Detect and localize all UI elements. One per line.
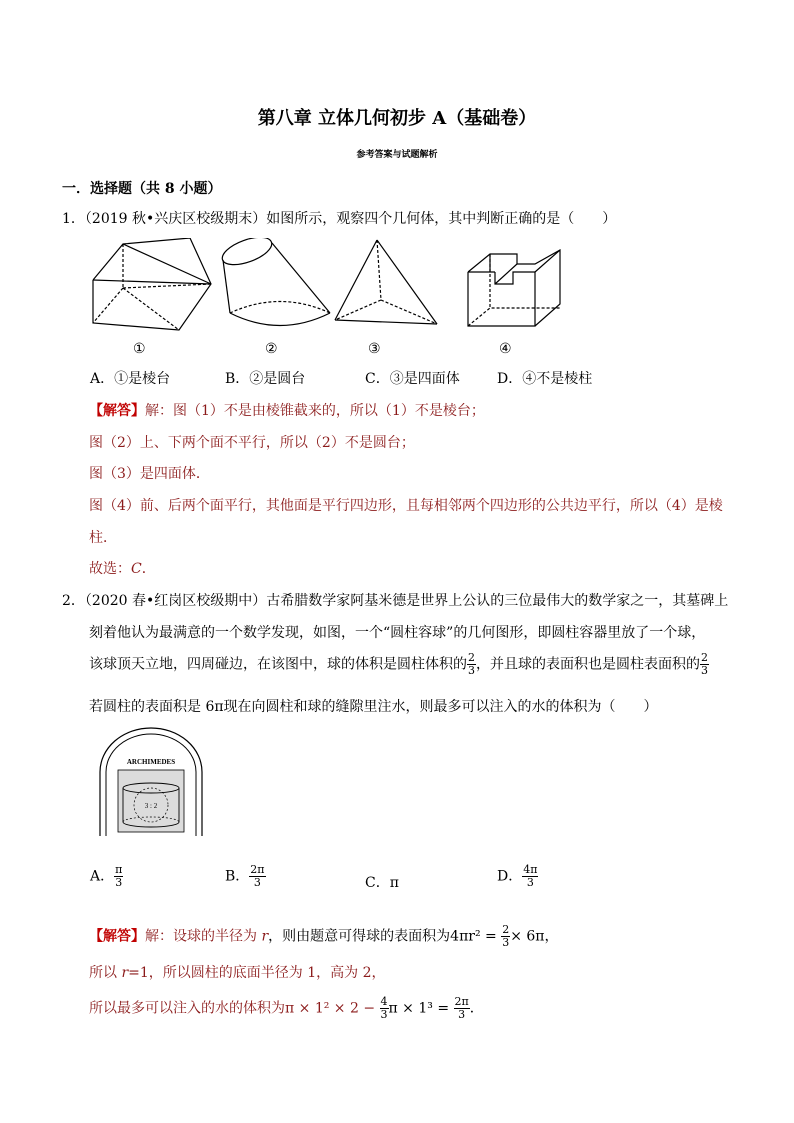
archimedes-text: ARCHIMEDES	[126, 758, 176, 766]
q1-stem: 1．（2019 秋•兴庆区校级期末）如图所示，观察四个几何体，其中判断正确的是（ ）	[62, 211, 617, 227]
q1-solution-line-4: 图（4）前、后两个面平行，其他面是平行四边形，且每相邻两个四边形的公共边平行，所以（4）是棱	[89, 498, 723, 514]
q1-option-c[interactable]: C．③是四面体	[365, 371, 460, 387]
answer-suffix: ．	[141, 561, 156, 577]
page-subtitle: 参考答案与试题解析	[356, 150, 438, 160]
q2-option-d[interactable]: D． $\frac{4\pi}{3}$	[497, 863, 538, 889]
ratio-text: 3 : 2	[144, 802, 158, 810]
q2-stem-line-1: 2．（2020 春•红岗区校级期中）古希腊数学家阿基米德是世界上公认的三位最伟大的数学家之一，其墓碑上	[62, 593, 729, 609]
fraction-two-thirds-2: $\frac{2}{3}$	[701, 651, 708, 677]
figure-3-tetrahedron	[335, 240, 437, 324]
fraction-two-thirds: $\frac{2}{3}$	[468, 651, 475, 677]
q2-stem-line-2: 刻着他认为最满意的一个数学发现，如图，一个“圆柱容球”的几何图形，即圆柱容器里放了一个球，	[89, 625, 706, 641]
q1-figures	[85, 238, 575, 338]
q1-solution-line-2: 图（2）上、下两个面不平行，所以（2）不是圆台；	[89, 435, 415, 451]
answer-prefix: 故选：	[89, 561, 131, 577]
figure-label-4: ④	[499, 341, 512, 357]
q2-solution-line-3: 所以最多可以注入的水的体积为π × 1² × 2 − $\frac{4}{3}$ π × 1³ = $\frac{2\pi}{3}$ ．	[89, 995, 484, 1021]
section-heading: 一．选择题（共 8 小题）	[62, 181, 222, 197]
q2-solution-line-1: 【解答】解：设球的半径为 r，则由题意可得球的表面积为4πr² = $\frac{2}{3}$ × 6π，	[89, 923, 559, 949]
answer-letter: C	[131, 561, 142, 577]
figure-1-prism	[93, 238, 211, 330]
q1-solution-line-5: 柱．	[89, 530, 117, 546]
figure-4-stepped-prism	[468, 250, 560, 326]
q2-stem-line-4: 若圆柱的表面积是 6π现在向圆柱和球的缝隙里注水，则最多可以注入的水的体积为（ ）	[89, 699, 658, 715]
q1-solution-answer	[89, 558, 156, 578]
q2-stem-line-3	[89, 652, 709, 677]
solution-tag-2: 【解答】	[89, 928, 145, 945]
q2-option-c[interactable]: C．π	[365, 875, 399, 891]
q1-option-d[interactable]: D．④不是棱柱	[497, 371, 593, 387]
q1-option-a[interactable]: A．①是棱台	[90, 371, 171, 387]
q2-option-a[interactable]: A． $\frac{\pi}{3}$	[90, 863, 123, 889]
page-title: 第八章 立体几何初步 A（基础卷）	[257, 108, 537, 129]
archimedes-tombstone-figure	[98, 726, 204, 838]
figure-2-frustum	[219, 238, 330, 326]
q1-solution-text-1: 解：图（1）不是由棱锥截来的，所以（1）不是棱台；	[145, 403, 485, 419]
figure-label-1: ①	[133, 341, 146, 357]
q1-solution-line-3: 图（3）是四面体．	[89, 466, 210, 482]
q1-solution-line-1	[89, 400, 485, 420]
figure-label-2: ②	[265, 341, 278, 357]
q2-stem-3a: 该球顶天立地，四周碰边，在该图中，球的体积是圆柱体积的	[89, 656, 467, 673]
figure-label-3: ③	[368, 341, 381, 357]
q2-option-b[interactable]: B． $\frac{2\pi}{3}$	[225, 863, 265, 889]
q2-solution-line-2: 所以 r=1，所以圆柱的底面半径为 1，高为 2，	[89, 965, 386, 981]
solution-tag: 【解答】	[89, 403, 145, 419]
q1-option-b[interactable]: B．②是圆台	[225, 371, 306, 387]
q2-stem-3b: ，并且球的表面积也是圆柱表面积的	[476, 656, 700, 673]
